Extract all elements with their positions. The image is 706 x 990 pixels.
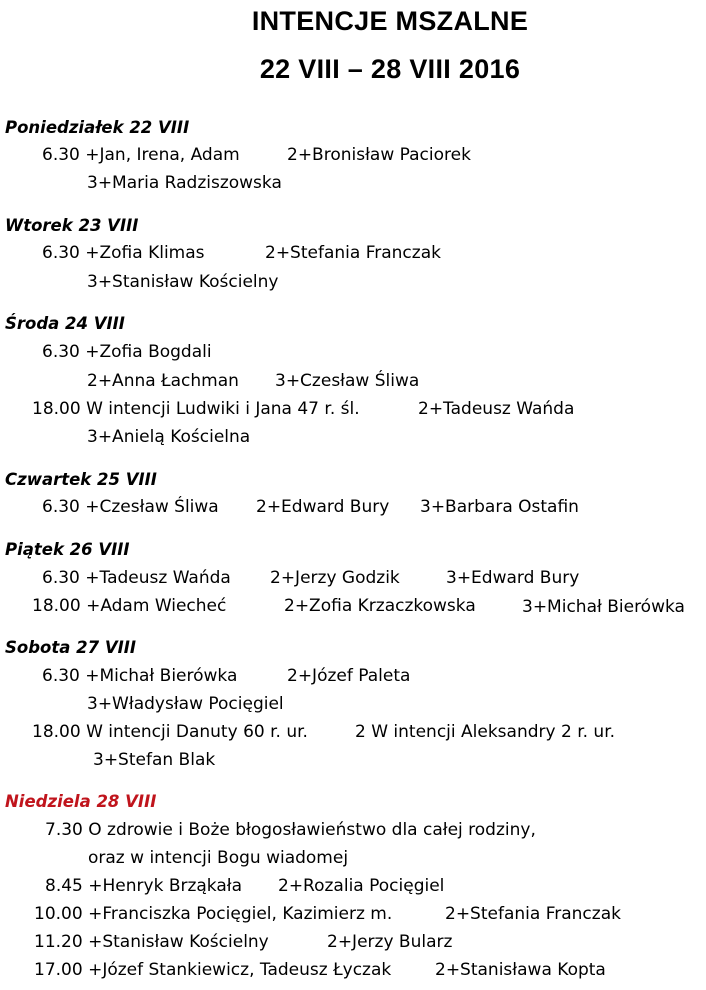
intention-line: 2+Zofia Krzaczkowska <box>284 596 476 616</box>
intention-line: 2+Edward Bury <box>256 497 390 517</box>
day-heading: Sobota 27 VIII <box>5 638 137 657</box>
day-heading: Czwartek 25 VIII <box>5 470 157 489</box>
intention-line: 18.00 W intencji Danuty 60 r. ur. <box>32 722 308 742</box>
intention-line: 2+Stefania Franczak <box>265 243 441 263</box>
intention-line: 3+Maria Radziszowska <box>87 173 282 193</box>
day-heading: Poniedziałek 22 VIII <box>5 118 190 137</box>
intention-line: 2+Jerzy Godzik <box>270 568 400 588</box>
intention-line: 6.30 +Jan, Irena, Adam <box>42 145 240 165</box>
intention-line: 7.30 O zdrowie i Boże błogosławieństwo dla całej rodziny, <box>45 820 536 840</box>
intention-line: 3+Anielą Kościelna <box>87 427 251 447</box>
intention-line: 11.20 +Stanisław Kościelny <box>34 932 269 952</box>
intention-line: 6.30 +Tadeusz Wańda <box>42 568 231 588</box>
title-line-1: INTENCJE MSZALNE <box>251 6 529 36</box>
title-line-2: 22 VIII – 28 VIII 2016 <box>259 54 521 84</box>
intention-line: 18.00 +Adam Wiecheć <box>32 596 227 616</box>
intention-line: 3+Czesław Śliwa <box>275 371 420 391</box>
intention-line: 2+Bronisław Paciorek <box>287 145 471 165</box>
intention-line: 3+Władysław Pocięgiel <box>87 694 284 714</box>
intention-line: 3+Michał Bierówka <box>522 597 685 617</box>
intention-line: 2+Stefania Franczak <box>445 904 621 924</box>
intention-line: 3+Stanisław Kościelny <box>87 272 279 292</box>
day-heading: Wtorek 23 VIII <box>5 216 139 235</box>
intention-line: 3+Barbara Ostafin <box>420 497 579 517</box>
intention-line: 17.00 +Józef Stankiewicz, Tadeusz Łyczak <box>34 960 392 980</box>
intention-line: 2+Stanisława Kopta <box>435 960 606 980</box>
intention-line: 2+Anna Łachman <box>87 371 239 391</box>
intention-line: 2+Jerzy Bularz <box>327 932 453 952</box>
intention-line: 6.30 +Michał Bierówka <box>42 666 238 686</box>
day-heading-sunday: Niedziela 28 VIII <box>5 792 157 811</box>
intention-line: 6.30 +Zofia Bogdali <box>42 342 212 362</box>
day-heading: Piątek 26 VIII <box>5 540 130 559</box>
intention-line: oraz w intencji Bogu wiadomej <box>88 848 349 868</box>
day-heading: Środa 24 VIII <box>5 314 125 333</box>
intention-line: 6.30 +Czesław Śliwa <box>42 497 219 517</box>
intention-line: 18.00 W intencji Ludwiki i Jana 47 r. śl. <box>32 399 360 419</box>
intention-line: 2+Tadeusz Wańda <box>418 399 575 419</box>
intention-line: 6.30 +Zofia Klimas <box>42 243 205 263</box>
intention-line: 8.45 +Henryk Brząkała <box>45 876 243 896</box>
intention-line: 2 W intencji Aleksandry 2 r. ur. <box>355 722 616 742</box>
intention-line: 10.00 +Franciszka Pocięgiel, Kazimierz m. <box>34 904 393 924</box>
intention-line: 3+Edward Bury <box>446 568 580 588</box>
intention-line: 2+Rozalia Pocięgiel <box>278 876 445 896</box>
intention-line: 3+Stefan Blak <box>93 750 216 770</box>
intention-line: 2+Józef Paleta <box>287 666 411 686</box>
